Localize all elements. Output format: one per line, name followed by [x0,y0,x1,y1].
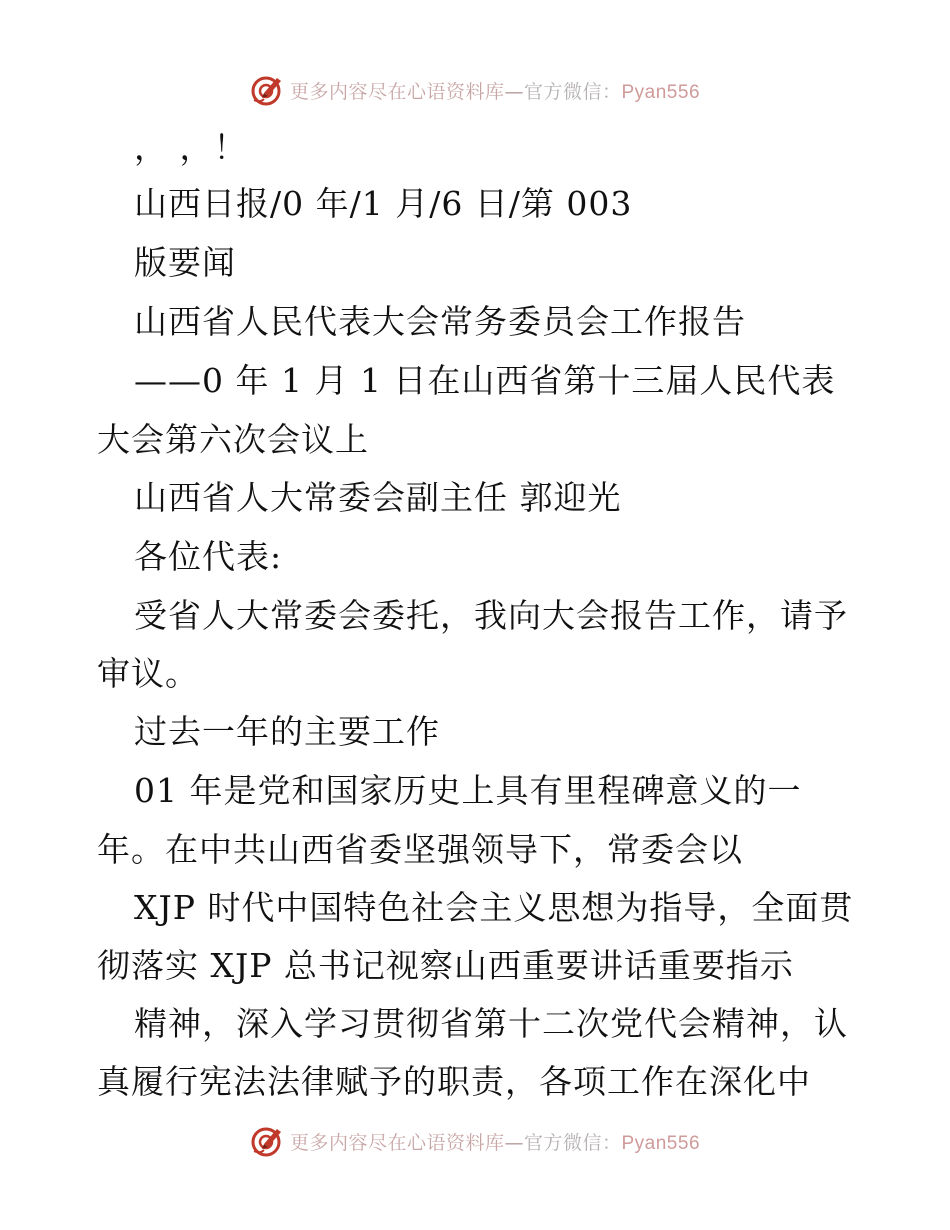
doc-paragraph-line: 彻落实 XJP 总书记视察山西重要讲话重要指示 [97,946,794,985]
watermark-separator: — [504,80,524,103]
pen-logo-icon [250,1124,284,1158]
doc-paragraph-line: 年。在中共山西省委坚强领导下，常委会以 [97,830,743,869]
doc-line-punctuation: ， ，！ [134,128,248,167]
doc-section-heading: 过去一年的主要工作 [134,712,440,751]
watermark-wechat-id: Pyan556 [621,1132,701,1154]
doc-author: 山西省人大常委会副主任 郭迎光 [134,478,622,517]
watermark-separator: — [504,1131,524,1154]
doc-paragraph-line: 01 年是党和国家历史上具有里程碑意义的一 [134,771,802,810]
header-watermark-banner [0,70,950,110]
footer-watermark-banner [0,1121,950,1161]
doc-paragraph-line: 精神，深入学习贯彻省第十二次党代会精神，认 [134,1004,848,1043]
watermark-site-name: 更多内容尽在心语资料库 [289,1131,505,1154]
watermark-wechat-label: 官方微信： [523,80,622,103]
doc-paragraph-line: 审议。 [97,654,199,693]
watermark-text [290,1128,700,1155]
doc-title: 山西省人民代表大会常务委员会工作报告 [134,302,746,341]
doc-subtitle-line-1: ——0 年 1 月 1 日在山西省第十三届人民代表 [134,361,836,400]
doc-salutation: 各位代表: [134,537,283,576]
watermark-site-name: 更多内容尽在心语资料库 [289,80,505,103]
doc-line-section: 版要闻 [134,243,236,282]
doc-paragraph-line: XJP 时代中国特色社会主义思想为指导，全面贯 [134,888,854,927]
doc-paragraph-line: 真履行宪法法律赋予的职责，各项工作在深化中 [97,1062,811,1101]
pen-logo-icon [250,73,284,107]
watermark-wechat-id: Pyan556 [621,81,701,103]
watermark-wechat-label: 官方微信： [523,1131,622,1154]
watermark-text [290,77,700,104]
doc-line-source: 山西日报/0 年/1 月/6 日/第 003 [134,184,633,223]
doc-paragraph-line: 受省人大常委会委托，我向大会报告工作，请予 [134,596,848,635]
doc-subtitle-line-2: 大会第六次会议上 [97,420,369,459]
